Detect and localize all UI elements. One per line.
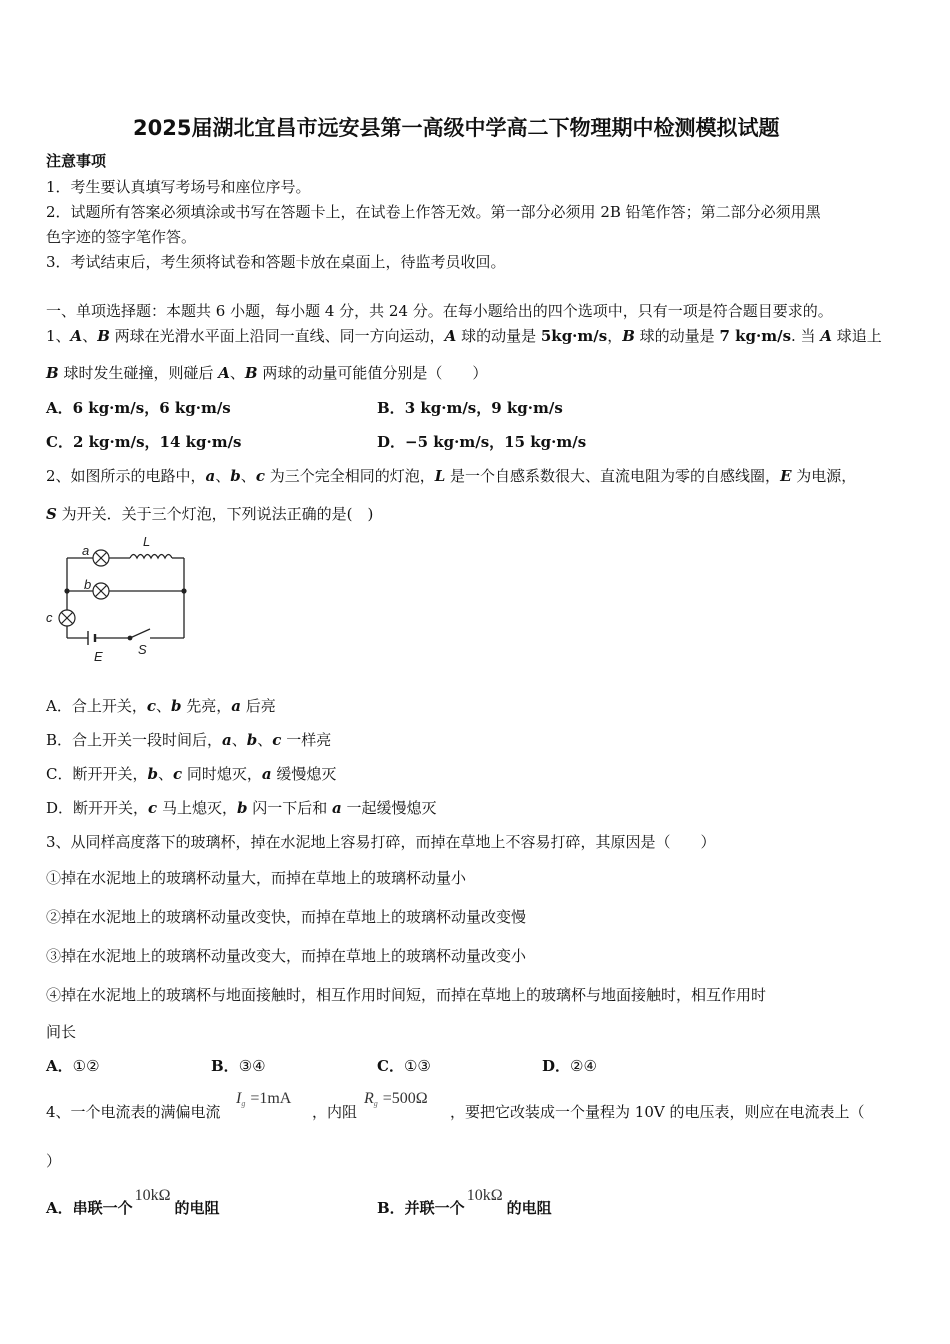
- q4-stem-line2: ）: [46, 1152, 62, 1170]
- q4-option-b: B．并联一个10kΩ的电阻: [377, 1187, 552, 1217]
- q2-stem-line2: S 为开关．关于三个灯泡，下列说法正确的是( ): [46, 505, 374, 523]
- page-title: 2025届湖北宜昌市远安县第一高级中学高二下物理期中检测模拟试题: [133, 116, 780, 140]
- junction-dot: [181, 588, 186, 593]
- notice-item: 2．试题所有答案必须填涂或书写在答题卡上，在试卷上作答无效。第一部分必须用 2B 铅笔作答；第二部分必须用黑: [46, 203, 821, 221]
- q4-stem-post: ，要把它改装成一个量程为 10V 的电压表，则应在电流表上（: [450, 1103, 865, 1121]
- label-a: a: [82, 543, 90, 558]
- q1-stem-line1: 1、A、B 两球在光滑水平面上沿同一直线、同一方向运动，A 球的动量是 5kg·m/s，B 球的动量是 7 kg·m/s. 当 A 球追上: [46, 327, 882, 345]
- q3-option-d: D．②④: [542, 1057, 597, 1075]
- q3-option-c: C．①③: [377, 1057, 431, 1075]
- label-b: b: [84, 577, 92, 592]
- notice-heading: 注意事项: [46, 152, 107, 170]
- q2-stem-line1: 2、如图所示的电路中，a、b、c 为三个完全相同的灯泡，L 是一个自感系数很大、直流电阻为零的自感线圈，E 为电源，: [46, 467, 857, 485]
- section-heading: 一、单项选择题：本题共 6 小题，每小题 4 分，共 24 分。在每小题给出的四个选项中，只有一项是符合题目要求的。: [46, 302, 833, 320]
- q2-option-d: D．断开开关，c 马上熄灭，b 闪一下后和 a 一起缓慢熄灭: [46, 799, 437, 817]
- q3-statement: ③掉在水泥地上的玻璃杯动量改变大，而掉在草地上的玻璃杯动量改变小: [46, 947, 527, 965]
- q3-statement: 间长: [46, 1023, 77, 1041]
- q3-stem: 3、从同样高度落下的玻璃杯，掉在水泥地上容易打碎，而掉在草地上不容易打碎，其原因是（ ）: [46, 833, 716, 851]
- notice-item: 色字迹的签字笔作答。: [46, 228, 197, 246]
- notice-item: 1．考生要认真填写考场号和座位序号。: [46, 178, 311, 196]
- q1-option-c: C．2 kg·m/s，14 kg·m/s: [46, 433, 242, 451]
- notice-item: 3．考试结束后，考生须将试卷和答题卡放在桌面上，待监考员收回。: [46, 253, 506, 271]
- circuit-diagram: [42, 534, 192, 664]
- label-e: E: [94, 649, 103, 664]
- q1-stem-line2: B 球时发生碰撞，则碰后 A、B 两球的动量可能值分别是（ ）: [46, 364, 488, 382]
- lamp-a: [93, 550, 109, 566]
- q4-ig-formula: $I_g =1mA$: [236, 1090, 292, 1108]
- q3-option-b: B．③④: [211, 1057, 266, 1075]
- q3-statement: ②掉在水泥地上的玻璃杯动量改变快，而掉在草地上的玻璃杯动量改变慢: [46, 908, 527, 926]
- q3-option-a: A．①②: [46, 1057, 100, 1075]
- q2-option-c: C．断开开关，b、c 同时熄灭，a 缓慢熄灭: [46, 765, 337, 783]
- lamp-b: [93, 583, 109, 599]
- q1-option-a: A．6 kg·m/s，6 kg·m/s: [46, 399, 231, 417]
- q4-option-a: A．串联一个10kΩ的电阻: [46, 1187, 220, 1217]
- q4-stem-mid: ，内阻: [312, 1103, 358, 1121]
- label-c: c: [46, 610, 53, 625]
- label-l: L: [143, 534, 151, 549]
- q4-rg-formula: $R_g =500\Omega$: [364, 1090, 428, 1108]
- q3-statement: ①掉在水泥地上的玻璃杯动量大，而掉在草地上的玻璃杯动量小: [46, 869, 467, 887]
- q1-option-b: B．3 kg·m/s，9 kg·m/s: [377, 399, 563, 417]
- q4-stem-pre: 4、一个电流表的满偏电流: [46, 1103, 221, 1121]
- label-s: S: [138, 642, 147, 657]
- q3-statement: ④掉在水泥地上的玻璃杯与地面接触时，相互作用时间短，而掉在草地上的玻璃杯与地面接触时，相互作用时: [46, 986, 767, 1004]
- q2-option-b: B．合上开关一段时间后，a、b、c 一样亮: [46, 731, 332, 749]
- lamp-c: [59, 610, 75, 626]
- q1-option-d: D．−5 kg·m/s，15 kg·m/s: [377, 433, 587, 451]
- junction-dot: [64, 588, 69, 593]
- switch-pivot: [128, 636, 133, 641]
- q2-option-a: A．合上开关，c、b 先亮，a 后亮: [46, 697, 276, 715]
